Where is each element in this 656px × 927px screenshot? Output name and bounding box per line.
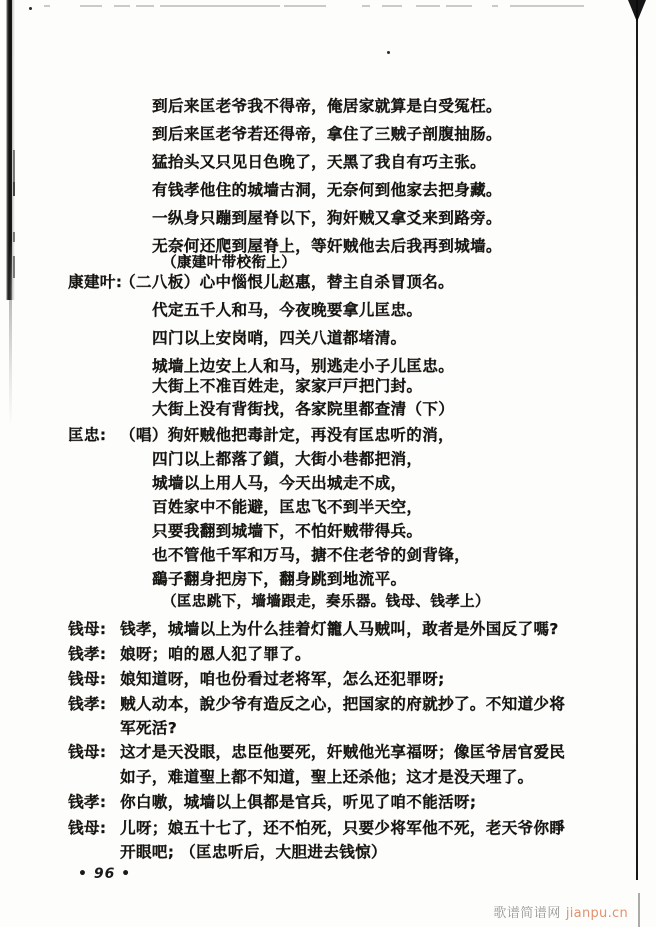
scan-speck [13, 182, 15, 196]
verse-line: 一纵身只蹦到屋脊以下，狗奸贼又拿爻来到路旁。 [152, 209, 502, 227]
scan-header-artifact [44, 2, 584, 11]
speaker-block-kang [68, 275, 454, 291]
stage-direction: （匡忠跳下，墙墙跟走，奏乐器。钱母、钱孝上） [162, 594, 490, 610]
speaker-name: 钱孝: [68, 695, 107, 713]
dialogue-row [68, 622, 559, 638]
verse-line: 到后来匡老爷我不得帝，俺居家就算是白受冤枉。 [152, 97, 502, 115]
watermark-site-name: 歌谱简谱网 [493, 906, 561, 921]
dialogue-text: 钱孝，城墙以上为什么挂着灯籠人马贼叫，敢者是外国反了嗎? [120, 620, 559, 638]
dialogue-row [68, 697, 565, 713]
ink-speck [387, 51, 390, 54]
verse-line: 到后来匡老爷若还得帝，拿住了三贼子剖腹抽肠。 [152, 125, 502, 143]
dialogue-continuation: 如子，难道聖上都不知道，聖上还杀他；这才是没天理了。 [120, 768, 534, 786]
singing-mode: （唱） [120, 426, 168, 444]
site-watermark [493, 902, 628, 921]
scan-speck [13, 232, 15, 242]
watermark-url: jianpu.cn [565, 906, 628, 921]
speaker-name: 钱孝: [68, 793, 107, 811]
speaker-name: 钱母: [68, 743, 107, 761]
stage-direction: （康建叶带校衔上） [162, 255, 297, 271]
verse-line: 四门以上都落了鎖，大街小巷都把消， [152, 450, 423, 468]
verse-line: 狗奸贼他把毒計定，再没有匡忠听的消， [167, 426, 454, 444]
dialogue-row [68, 795, 476, 811]
verse-line: 心中惱恨儿赵惠，替主自杀冒顶名。 [199, 273, 454, 291]
verse-line: 也不管他千军和万马，搪不住老爷的剑背锋， [152, 546, 471, 564]
dialogue-row [68, 672, 445, 688]
dialogue-continuation: 开眼吧; （匡忠听后，大胆进去钱惊） [120, 843, 387, 861]
singing-mode: （二八板） [120, 273, 200, 291]
verse-line: 大街上没有背街找，各家院里都查清（下） [152, 400, 455, 418]
verse-line: 猛抬头又只见日色晚了，天黑了我自有巧主张。 [152, 153, 486, 171]
dialogue-text: 贼人动本，說少爷有造反之心，把国家的府就抄了。不知道少将 [120, 695, 566, 713]
dialogue-text: 娘呀；咱的恩人犯了罪了。 [120, 645, 311, 663]
dialogue-row [68, 821, 565, 837]
dialogue-text: 儿呀；娘五十七了，还不怕死，只要少将军他不死，老天爷你睜 [120, 819, 566, 837]
scan-speck [13, 256, 15, 278]
dialogue-row [68, 647, 311, 663]
verse-line: 有钱孝他住的城墙古洞，无奈何到他家去把身藏。 [152, 181, 502, 199]
speaker-name: 钱母: [68, 620, 107, 638]
dialogue-continuation: 军死活? [120, 719, 178, 737]
verse-line: 鷂子翻身把房下，翻身跳到地流平。 [152, 570, 407, 588]
speaker-name: 钱孝: [68, 645, 107, 663]
page-number: • 96 • [78, 866, 132, 882]
speaker-name: 钱母: [68, 819, 107, 837]
verse-line: 代定五千人和马，今夜晚要拿儿匡忠。 [152, 301, 423, 319]
dialogue-row [68, 745, 565, 761]
verse-line: 四门以上安岗哨，四关八道都堵清。 [152, 329, 407, 347]
speaker-block-kuangzhong [68, 428, 454, 444]
speaker-name: 康建叶: [68, 273, 123, 291]
ink-speck [29, 7, 32, 10]
dialogue-text: 娘知道呀，咱也份看过老将军，怎么还犯罪呀; [120, 670, 445, 688]
verse-line: 只要我翻到城墙下，不怕奸贼带得兵。 [152, 522, 423, 540]
watermark-divider [638, 893, 640, 927]
verse-line: 城墙以上用人马，今天出城走不成， [152, 474, 407, 492]
verse-line: 大街上不准百姓走，家家戸戸把门封。 [152, 377, 423, 395]
dialogue-text: 你白嗷，城墙以上俱都是官兵，听见了咱不能活呀; [120, 793, 477, 811]
verse-line: 百姓家中不能避，匡忠飞不到半天空， [152, 498, 423, 516]
verse-line: 无奈何还爬到屋脊上，等奸贼他去后我再到城墙。 [152, 237, 502, 255]
speaker-name: 钱母: [68, 670, 107, 688]
verse-line: 城墙上边安上人和马，别逃走小子儿匡忠。 [152, 357, 455, 375]
scan-edge-line-right [636, 0, 638, 880]
speaker-name: 匡忠: [68, 426, 107, 444]
scan-edge-line-left [9, 0, 12, 927]
dialogue-text: 这才是天没眼，忠臣他要死，奸贼他光享福呀；像匡爷居官爱民 [120, 743, 566, 761]
